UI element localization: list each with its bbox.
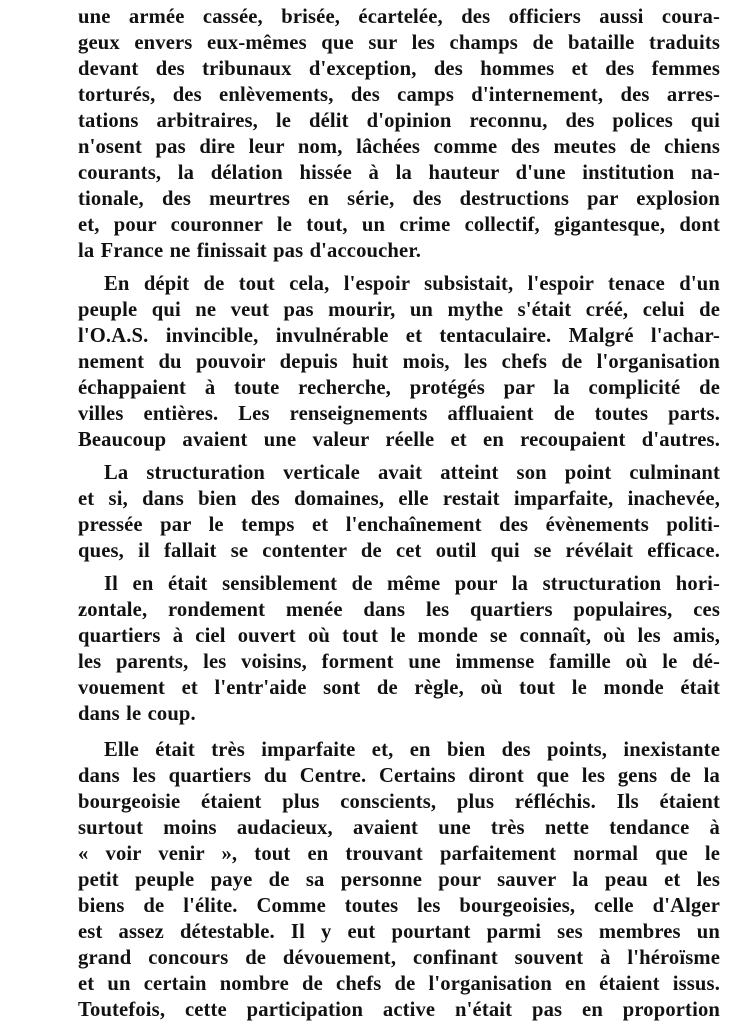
text-line: courants, la délation hissée à la hauteur d'une institution na- [78,162,720,184]
text-line: et un certain nombre de chefs de l'organisation en étaient issus. [78,973,720,995]
text-line: Toutefois, cette participation active n'était pas en proportion [78,999,720,1021]
text-line: « voir venir », tout en trouvant parfaitement normal que le [78,843,720,865]
paragraph-1 [78,4,720,264]
paragraph-5 [78,737,720,1023]
text-line: surtout moins audacieux, avaient une très nette tendance à [78,817,720,839]
text-line: pressée par le temps et l'enchaînement des évènements politi- [78,514,720,536]
text-line: zontale, rondement menée dans les quartiers populaires, ces [78,599,720,621]
text-line: Beaucoup avaient une valeur réelle et en recoupaient d'autres. [78,429,720,451]
text-line: Il en était sensiblement de même pour la structuration hori- [104,573,720,595]
text-line: villes entières. Les renseignements affluaient de toutes parts. [78,403,720,425]
text-line: quartiers à ciel ouvert où tout le monde se connaît, où les amis, [78,625,720,647]
paragraph-4 [78,571,720,727]
text-line: devant des tribunaux d'exception, des hommes et des femmes [78,58,720,80]
text-line: peuple qui ne veut pas mourir, un mythe s'était créé, celui de [78,299,720,321]
text-line: petit peuple paye de sa personne pour sauver la peau et les [78,869,720,891]
text-line: dans le coup. [78,703,196,725]
text-line: la France ne finissait pas d'accoucher. [78,240,422,262]
text-line: n'osent pas dire leur nom, lâchées comme des meutes de chiens [78,136,720,158]
paragraph-2 [78,271,720,453]
text-line: grand concours de dévouement, confinant souvent à l'héroïsme [78,947,720,969]
text-line: Elle était très imparfaite et, en bien des points, inexistante [104,739,720,761]
text-line: bourgeoisie étaient plus conscients, plus réfléchis. Ils étaient [78,791,720,813]
text-line: une armée cassée, brisée, écartelée, des officiers aussi coura- [78,6,720,28]
text-line: est assez détestable. Il y eut pourtant parmi ses membres un [78,921,720,943]
page-text [78,4,720,1030]
text-line: ques, il fallait se contenter de cet outil qui se révélait efficace. [78,540,720,562]
text-line: les parents, les voisins, forment une immense famille où le dé- [78,651,720,673]
text-line: La structuration verticale avait atteint son point culminant [104,462,720,484]
text-line: tations arbitraires, le délit d'opinion reconnu, des polices qui [78,110,720,132]
text-line: geux envers eux-mêmes que sur les champs de bataille traduits [78,32,720,54]
text-line: tionale, des meurtres en série, des destructions par explosion [78,188,720,210]
text-line: torturés, des enlèvements, des camps d'internement, des arres- [78,84,720,106]
text-line: et, pour couronner le tout, un crime collectif, gigantesque, dont [78,214,720,236]
text-line: échappaient à toute recherche, protégés par la complicité de [78,377,720,399]
text-line: et si, dans bien des domaines, elle restait imparfaite, inachevée, [78,488,720,510]
text-line: biens de l'élite. Comme toutes les bourgeoisies, celle d'Alger [78,895,720,917]
text-line: dans les quartiers du Centre. Certains diront que les gens de la [78,765,720,787]
text-line: En dépit de tout cela, l'espoir subsistait, l'espoir tenace d'un [104,273,720,295]
text-line: vouement et l'entr'aide sont de règle, où tout le monde était [78,677,720,699]
paragraph-3 [78,460,720,564]
text-line: nement du pouvoir depuis huit mois, les chefs de l'organisation [78,351,720,373]
text-line: l'O.A.S. invincible, invulnérable et tentaculaire. Malgré l'achar- [78,325,720,347]
